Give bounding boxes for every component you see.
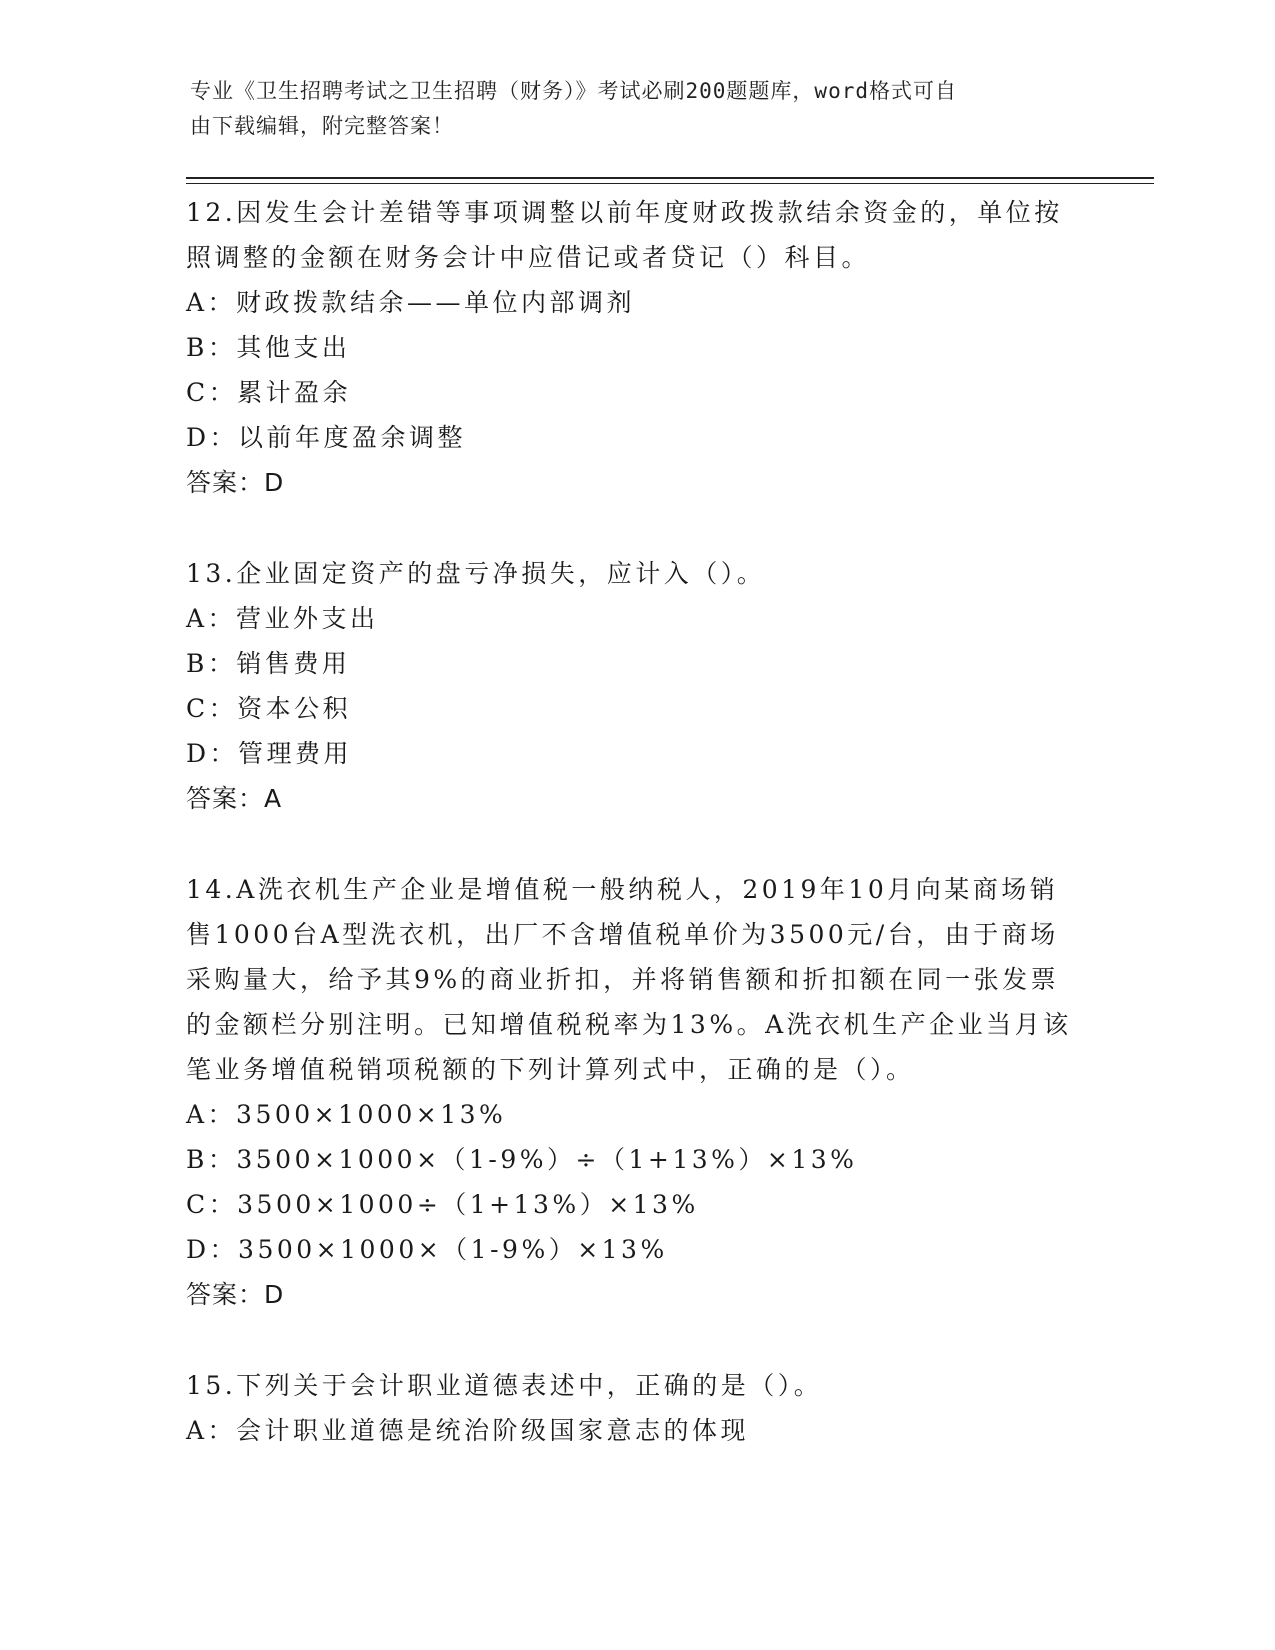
question-12 xyxy=(186,190,1086,505)
option-c: C：资本公积 xyxy=(186,694,352,723)
question-stem: 12.因发生会计差错等事项调整以前年度财政拨款结余资金的，单位按照调整的金额在财务会计中应借记或者贷记（）科目。 xyxy=(186,198,1063,272)
option-a: A：营业外支出 xyxy=(186,604,379,633)
option-a: A：3500×1000×13% xyxy=(186,1100,507,1129)
option-c: C：累计盈余 xyxy=(186,378,352,407)
answer-text: 答案：D xyxy=(186,468,285,497)
header-line-2: 由下载编辑，附完整答案！ xyxy=(190,114,454,138)
question-stem: 15.下列关于会计职业道德表述中，正确的是（）。 xyxy=(186,1371,823,1400)
option-d: D：管理费用 xyxy=(186,739,353,768)
option-c: C：3500×1000÷（1+13%）×13% xyxy=(186,1190,699,1219)
option-d: D：以前年度盈余调整 xyxy=(186,423,467,452)
option-d: D：3500×1000×（1-9%）×13% xyxy=(186,1235,668,1264)
answer-text: 答案：A xyxy=(186,784,283,813)
question-list xyxy=(186,190,1086,1499)
question-13 xyxy=(186,551,1086,821)
option-a: A：财政拨款结余——单位内部调剂 xyxy=(186,288,636,317)
question-stem: 14.A洗衣机生产企业是增值税一般纳税人，2019年10月向某商场销售1000台A型洗衣机，出厂不含增值税单价为3500元/台，由于商场采购量大，给予其9%的商业折扣，并将销售额和折扣额在同一张发票的金额栏分别注明。已知增值税税率为13%。A洗衣机生产企业当月该笔业务增值税销项税额的下列计算列式中，正确的是（）。 xyxy=(186,875,1072,1084)
document-header xyxy=(190,74,1090,144)
header-divider-thin xyxy=(186,183,1154,184)
header-divider-thick xyxy=(186,177,1154,179)
header-line-1: 专业《卫生招聘考试之卫生招聘（财务）》考试必刷200题题库，word格式可自 xyxy=(190,79,957,103)
option-a: A：会计职业道德是统治阶级国家意志的体现 xyxy=(186,1416,750,1445)
option-b: B：销售费用 xyxy=(186,649,351,678)
question-15 xyxy=(186,1363,1086,1453)
option-b: B：其他支出 xyxy=(186,333,351,362)
question-14 xyxy=(186,867,1086,1317)
answer-text: 答案：D xyxy=(186,1280,285,1309)
option-b: B：3500×1000×（1-9%）÷（1+13%）×13% xyxy=(186,1145,858,1174)
question-stem: 13.企业固定资产的盘亏净损失，应计入（）。 xyxy=(186,559,766,588)
